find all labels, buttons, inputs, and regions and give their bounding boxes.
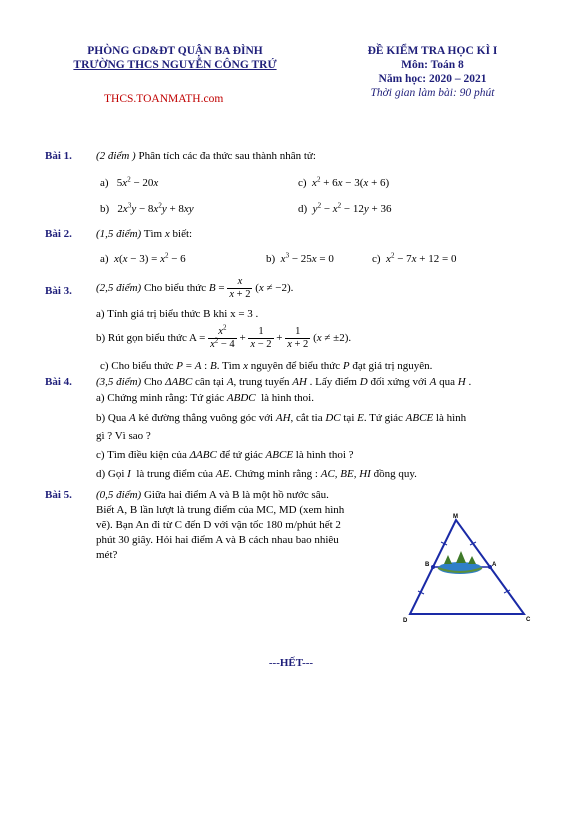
bai4-text: , cắt tia [290,412,323,424]
bai4-points: (3,5 điểm) [96,376,142,388]
bai1-b: b) $2x^3y - 8x^2y + 8xy$ [100,201,194,215]
item-label: b) [266,253,276,265]
bai5-label: Bài 5. [45,489,72,501]
bai4-text: để tứ giác [219,449,263,461]
fraction: $\frac{x}{x + 2}$ [229,276,251,300]
bai4-b: b) Qua A kẻ đường thẳng vuông góc với AH, cắt tia DC tại E. Tứ giác ABCE là hình [96,412,467,424]
bai1-d: d) $y^2 - x^2 - 12y + 36$ [298,201,392,215]
bai3-a: a) Tính giá trị biểu thức B khi x = 3 . [96,308,259,320]
bai4-text: đối xứng với [370,376,427,388]
exam-title: ĐỀ KIỂM TRA HỌC KÌ I [367,45,498,57]
bai1-label: Bài 1. [45,150,72,162]
bai4-label: Bài 4. [45,376,72,388]
bai5-line3: vẽ). Bạn An đi từ C đến D với vận tốc 180 m/phút hết 2 [96,519,341,531]
bai4-text: a) Chứng minh rằng: Tứ giác [96,392,225,404]
bai2-intro2: biết: [172,228,193,240]
bai4-text: . Lấy điểm [309,376,357,388]
bai2-intro: Tìm [143,228,163,240]
bai4-text: đồng quy. [373,468,417,480]
website-label: THCS.TOANMATH.com [104,93,224,105]
bai2-c: c) $x^2 - 7x + 12 = 0$ [372,251,457,265]
bai4-text: . Tứ giác [363,412,403,424]
bai4-heading [45,375,72,390]
bai5-line1 [96,488,386,503]
item-label: a) [100,253,109,265]
header-left [40,44,310,72]
point-m-label: M [453,514,458,520]
dept-name: PHÒNG GD&ĐT QUẬN BA ĐÌNH [87,45,263,57]
bai4-c: c) Tìm điều kiện của ΔABC để tứ giác ABCE là hình thoi ? [96,449,354,461]
bai3-heading [45,284,72,299]
bai5-body [96,488,386,563]
point-c-label: C [526,617,531,623]
item-label: d) [298,203,308,215]
bai5-line4: phút 30 giây. Hỏi hai điểm A và B cách nhau bao nhiêu [96,534,339,546]
bai4-text: , trung tuyến [233,376,290,388]
bai1-intro: Phân tích các đa thức sau thành nhân tử: [138,150,316,162]
bai2-label: Bài 2. [45,228,72,240]
bai2-a: a) $x(x - 3) = x^2 - 6$ [100,251,186,265]
bai3-b-text: b) Rút gọn biểu thức [96,332,187,345]
bai2-intro-line: (1,5 điểm) Tìm x biết: [96,228,193,240]
bai4-text: . Chứng minh rằng : [229,468,318,480]
point-marker [488,565,492,569]
bai3-intro: Cho biểu thức [143,282,207,295]
fraction: $\frac{1}{x + 2}$ [287,326,309,350]
bai5-line2: Biết A, B lần lượt là trung điểm của MC, MD (xem hình [96,504,345,516]
bai4-text: b) Qua [96,412,127,424]
bai5-points: (0,5 điểm) [96,489,142,501]
bai4-text: là trung điểm của [136,468,214,480]
school-name: TRƯỜNG THCS NGUYỄN CÔNG TRỨ [73,59,277,71]
bai2-heading [45,227,72,242]
bai3-c-text: c) Cho biểu thức [100,360,174,372]
bai4-text: c) Tìm điều kiện của [96,449,187,461]
triangle-lake-figure [398,508,548,628]
bai4-text: d) Gọi [96,468,125,480]
bai3-points: (2,5 điểm) [96,282,142,295]
bai4-d: d) Gọi I là trung điểm của AE. Chứng minh rằng : AC, BE, HI đồng quy. [96,468,417,480]
bai4-text: là hình [435,412,467,424]
bai4-b-cont: gì ? Vì sao ? [96,430,151,442]
subject: Môn: Toán 8 [401,59,464,71]
bai4-text: kẻ đường thẳng vuông góc với [138,412,274,424]
bai1-c: c) $x^2 + 6x - 3(x + 6)$ [298,175,390,189]
bai3-c: c) Cho biểu thức P = A : B. Tìm x nguyên để biểu thức P đạt giá trị nguyên. [100,360,433,372]
bai4-text: là hình thoi. [261,392,314,404]
bai4-text: tại [343,412,355,424]
bai1-heading [45,149,72,164]
bai4-text: cân tại [195,376,225,388]
point-marker [431,565,435,569]
fraction: $\frac{x^2}{x^2 - 4}$ [210,323,235,350]
bai4-text: Cho [143,376,163,388]
point-a-label: A [492,562,497,568]
bai1-intro-line [96,149,316,164]
item-label: a) [100,177,109,189]
bai3-label: Bài 3. [45,285,72,297]
item-label: c) [298,177,307,189]
bai5-line5: mét? [96,549,118,561]
bai3-intro-line: (2,5 điểm) Cho biểu thức B = $\frac{x}{x + 2}$ (x ≠ −2). [96,276,294,300]
school-year: Năm học: 2020 – 2021 [378,73,487,85]
item-label: c) [372,253,381,265]
end-marker: ---HẾT--- [268,657,314,669]
bai3-c-text: . Tìm [216,360,241,372]
bai3-b: b) Rút gọn biểu thức A = $\frac{x^2}{x^2 - 4}$ + $\frac{1}{x - 2}$ + $\frac{1}{x + 2}$ (x ≠ ±2). [96,323,352,350]
trees-icon [444,551,476,564]
exam-time: Thời gian làm bài: 90 phút [370,87,495,99]
bai4-a: a) Chứng minh rằng: Tứ giác ABDC là hình thoi. [96,392,314,404]
bai4-text: là hình thoi ? [295,449,354,461]
bai1-points: (2 điểm ) [96,150,136,162]
bai3-c-text: đạt giá trị nguyên. [352,360,433,372]
bai2-points: (1,5 điểm) [96,228,142,240]
point-b-label: B [425,562,430,568]
fraction: $\frac{1}{x - 2}$ [250,326,272,350]
bai3-c-text: nguyên để biểu thức [250,360,341,372]
bai4-text: qua [439,376,455,388]
header-right [320,44,545,100]
bai1-a: a) $5x^2 - 20x$ [100,175,159,189]
point-d-label: D [403,618,408,624]
item-label: b) [100,203,110,215]
bai2-b: b) $x^3 - 25x = 0$ [266,251,334,265]
bai5-heading [45,488,72,503]
bai4-intro-line: (3,5 điểm) Cho ΔABC cân tại A, trung tuyến AH . Lấy điểm D đối xứng với A qua H . [96,376,472,388]
bai5-text: Giữa hai điểm A và B là một hồ nước sâu. [143,489,329,501]
